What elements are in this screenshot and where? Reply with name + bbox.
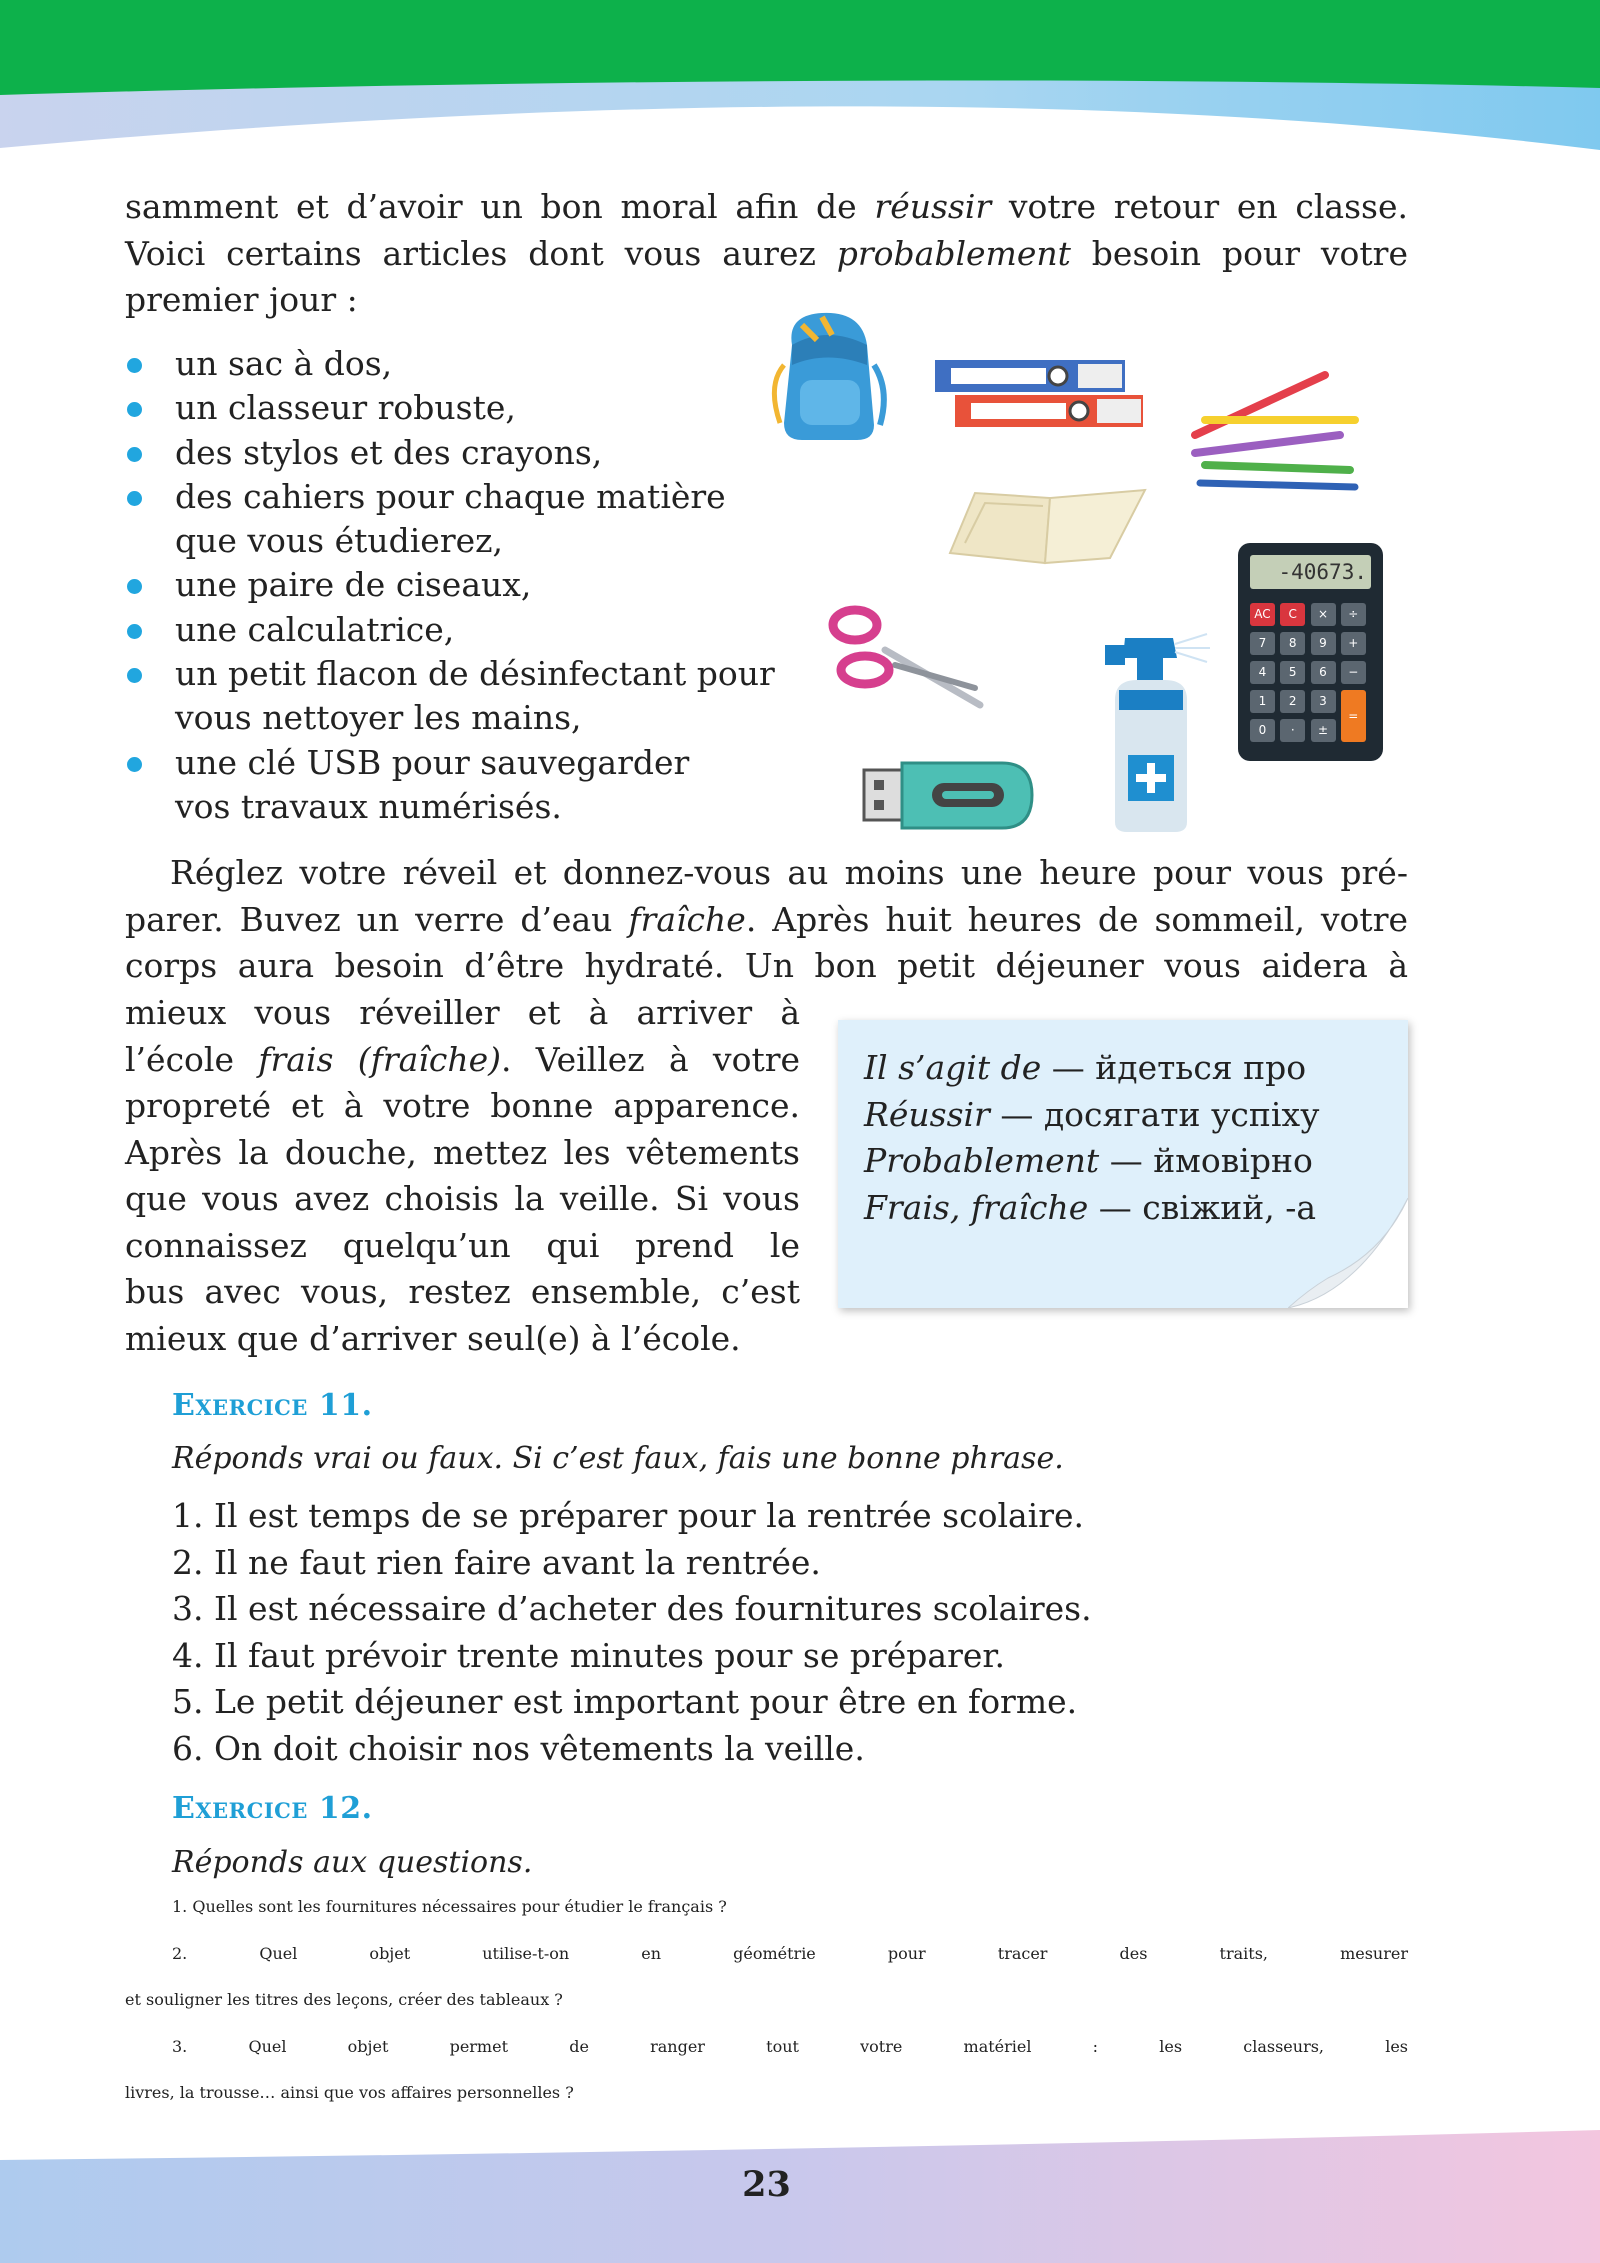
list-item: un sac à dos, <box>175 342 855 386</box>
vocab-entry: Réussir — досягати успіху <box>864 1094 1320 1134</box>
wakeup-line-1: Réglez votre réveil et donnez-vous au moins une heure pour vous pré- <box>170 853 1408 892</box>
column-line: propreté et à votre bonne apparence. <box>125 1086 800 1125</box>
question-3-line-2: livres, la trousse… ainsi que vos affaires personnelles ? <box>125 2083 574 2102</box>
intro-line-1: samment et d’avoir un bon moral afin de réussir votre retour en classe. <box>125 187 1408 226</box>
calculator-key: ± <box>1311 719 1336 742</box>
intro-line-2: Voici certains articles dont vous aurez probablement besoin pour votre <box>125 233 1408 273</box>
vocabulary-list <box>864 1045 1320 1231</box>
exercise-11-instruction: Réponds vrai ou faux. Si c’est faux, fais une bonne phrase. <box>172 1441 1064 1476</box>
list-item: des stylos et des crayons, <box>175 431 855 475</box>
intro-line-3: premier jour : <box>125 280 358 319</box>
list-item: un petit flacon de désinfectant pour vous nettoyer les mains, <box>175 652 855 741</box>
list-item: 6. On doit choisir nos vêtements la veille. <box>172 1728 865 1768</box>
calculator-illustration <box>1238 543 1383 761</box>
list-item: 4. Il faut prévoir trente minutes pour se préparer. <box>172 1635 1006 1675</box>
backpack-illustration <box>762 305 897 445</box>
list-item: un classeur robuste, <box>175 386 855 430</box>
notebooks-illustration <box>945 478 1150 570</box>
question-3-line-1: 3. Quel objet permet de ranger tout votre matériel : les classeurs, les <box>172 2036 1408 2056</box>
usb-key-illustration <box>862 758 1034 833</box>
calculator-key: × <box>1311 603 1336 626</box>
vocabulary-note <box>838 1020 1408 1308</box>
calculator-key: + <box>1341 632 1366 655</box>
question-2-line-1: 2. Quel objet utilise-t-on en géométrie pour tracer des traits, mesurer <box>172 1943 1408 1963</box>
column-line: Après la douche, mettez les vêtements <box>125 1132 800 1172</box>
column-line: que vous avez choisis la veille. Si vous <box>125 1179 800 1218</box>
vocab-entry: Frais, fraîche — свіжий, -а <box>864 1187 1317 1227</box>
calculator-key: 0 <box>1250 719 1275 742</box>
calculator-key: ÷ <box>1341 603 1366 626</box>
scissors-illustration <box>825 600 985 715</box>
calculator-key: 3 <box>1311 690 1336 713</box>
top-header-band <box>0 0 1600 150</box>
supplies-list <box>175 342 855 829</box>
list-item: 2. Il ne faut rien faire avant la rentrée. <box>172 1542 821 1582</box>
column-line: connaissez quelqu’un qui prend le <box>125 1225 800 1265</box>
calculator-key: 7 <box>1250 632 1275 655</box>
question-1: 1. Quelles sont les fournitures nécessaires pour étudier le français ? <box>172 1897 727 1916</box>
sanitizer-spray-illustration <box>1095 630 1215 835</box>
wakeup-line-3: corps aura besoin d’être hydraté. Un bon petit déjeuner vous aidera à <box>125 946 1408 985</box>
calculator-key: 1 <box>1250 690 1275 713</box>
page-curl-decoration <box>1288 1198 1408 1308</box>
wakeup-line-2: parer. Buvez un verre d’eau fraîche. Après huit heures de sommeil, votre <box>125 899 1408 939</box>
calculator-display-value: -40673. <box>1278 560 1367 584</box>
intro-paragraph <box>125 184 1408 324</box>
calculator-key: · <box>1280 719 1305 742</box>
question-2-line-2: et souligner les titres des leçons, créer des tableaux ? <box>125 1990 563 2009</box>
calculator-key: AC <box>1250 603 1275 626</box>
calculator-key: C <box>1280 603 1305 626</box>
wakeup-paragraph <box>125 850 1408 990</box>
list-item: une paire de ciseaux, <box>175 563 855 607</box>
column-line: bus avec vous, restez ensemble, c’est <box>125 1272 800 1311</box>
wakeup-paragraph-column <box>125 990 800 1362</box>
calculator-key: 2 <box>1280 690 1305 713</box>
column-line: l’école frais (fraîche). Veillez à votre <box>125 1039 801 1079</box>
calculator-key: 8 <box>1280 632 1305 655</box>
list-item: une clé USB pour sauvegarder vos travaux numérisés. <box>175 741 855 830</box>
calculator-key: 5 <box>1280 661 1305 684</box>
calculator-key: 4 <box>1250 661 1275 684</box>
exercise-12-title: Exercice 12. <box>172 1791 373 1826</box>
exercise-11-list <box>172 1493 1408 1772</box>
list-item: 1. Il est temps de se préparer pour la rentrée scolaire. <box>172 1496 1085 1535</box>
list-item: 5. Le petit déjeuner est important pour être en forme. <box>172 1682 1078 1721</box>
vocab-entry: Il s’agit de — йдеться про <box>864 1048 1307 1087</box>
list-item: une calculatrice, <box>175 608 855 652</box>
calculator-key: 6 <box>1311 661 1336 684</box>
list-item: 3. Il est nécessaire d’acheter des fournitures scolaires. <box>172 1589 1092 1628</box>
calculator-display <box>1250 555 1371 589</box>
calculator-key: 9 <box>1311 632 1336 655</box>
exercise-12-instruction: Réponds aux questions. <box>172 1845 533 1880</box>
calculator-keypad <box>1250 603 1371 753</box>
list-item: des cahiers pour chaque matière que vous étudierez, <box>175 475 855 564</box>
page-number: 23 <box>742 2164 791 2205</box>
calculator-key: − <box>1341 661 1366 684</box>
exercise-11-title: Exercice 11. <box>172 1388 373 1423</box>
exercise-12-questions <box>125 1897 1408 2130</box>
pencils-illustration <box>1185 365 1360 495</box>
calculator-key: = <box>1341 690 1366 742</box>
column-line: mieux que d’arriver seul(e) à l’école. <box>125 1318 741 1358</box>
vocab-entry: Probablement — ймовірно <box>864 1141 1313 1180</box>
binders-illustration <box>933 355 1145 435</box>
column-line: mieux vous réveiller et à arriver à <box>125 993 800 1032</box>
